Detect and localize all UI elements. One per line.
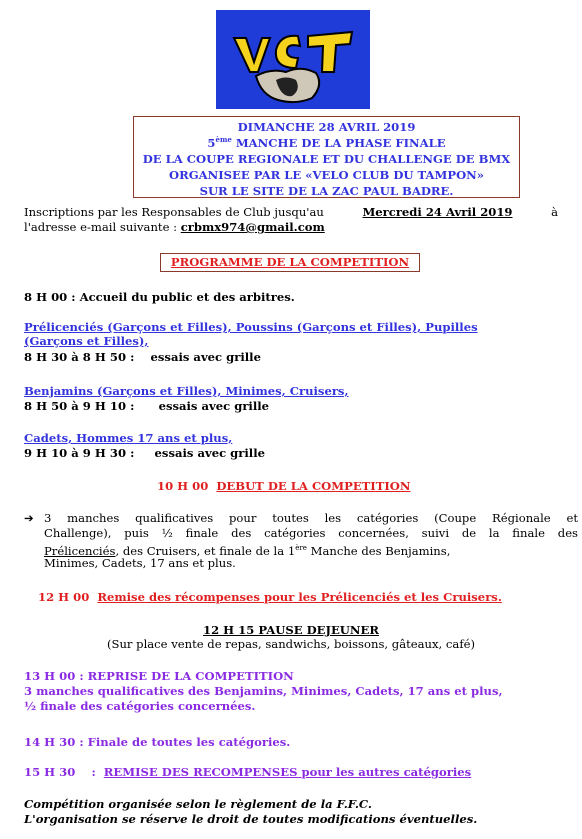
remise2-time: 15 H 30 : [24,765,104,779]
rounds-line3b: , des Cruisers, et finale de la 1 [115,543,296,558]
reprise-line3: ½ finale des catégories concernées. [24,699,256,713]
group2-schedule [24,399,269,414]
event-competition: DE LA COUPE REGIONALE ET DU CHALLENGE DE BMX [142,152,511,166]
rounds-line3c: Manche des Benjamins, [306,543,451,558]
inscriptions-text1: Inscriptions par les Responsables de Club jusqu'au [24,205,324,219]
reprise-line1: 13 H 00 : REPRISE DE LA COMPETITION [24,669,294,683]
remise2-line [24,765,471,780]
remise1-line [38,590,502,605]
event-header [133,116,520,198]
inscriptions-text2: à [551,205,558,219]
group1-title-l1: Prélicenciés (Garçons et Filles), Poussins (Garçons et Filles), Pupilles [24,320,478,334]
remise1-time: 12 H 00 [38,590,90,604]
remise2-label: REMISE DES RECOMPENSES [103,765,298,779]
reprise-block [24,669,503,714]
reprise-line2: 3 manches qualificatives des Benjamins, Minimes, Cadets, 17 ans et plus, [24,684,503,698]
footer-line1: Compétition organisée selon le règlement de la F.F.C. [24,797,372,811]
group2-desc: essais avec grille [158,399,270,413]
group1-schedule [24,350,261,365]
remise2-rest: pour les autres catégories [297,765,472,779]
remise1-label: Remise des récompenses pour les Prélicenciés et les Cruisers. [97,590,502,604]
pause-title: 12 H 15 PAUSE DEJEUNER [203,623,379,637]
event-location: SUR LE SITE DE LA ZAC PAUL BADRE. [199,184,454,198]
rounds-line2: Challenge), puis ½ finale des catégories concernées, suivi de la finale des [44,526,578,540]
prelicencies-link: Prélicenciés [44,543,116,558]
rounds-line3-sup: ère [295,544,307,552]
club-logo [216,10,370,109]
pause-subtitle: (Sur place vente de repas, sandwichs, boissons, gâteaux, café) [106,637,475,651]
inscriptions-text [24,205,558,235]
group3-time: 9 H 10 à 9 H 30 : [24,446,135,460]
footer-note [24,797,477,827]
rounds-line4: Minimes, Cadets, 17 ans et plus. [44,556,236,570]
group2-time: 8 H 50 à 9 H 10 : [24,399,135,413]
accueil-line: 8 H 00 : Accueil du public et des arbitres. [24,290,295,304]
debut-time: 10 H 00 [157,479,209,493]
programme-title: PROGRAMME DE LA COMPETITION [160,253,420,272]
email-link[interactable]: crbmx974@gmail.com [180,220,325,234]
group3-desc: essais avec grille [154,446,265,460]
footer-line2: L'organisation se réserve le droit de toutes modifications éventuelles. [24,812,478,826]
event-date: DIMANCHE 28 AVRIL 2019 [237,120,416,134]
finale-line: 14 H 30 : Finale de toutes les catégories. [24,735,291,749]
event-round: 5ème MANCHE DE LA PHASE FINALE [207,135,446,150]
group1-title-l2: (Garçons et Filles), [24,334,149,348]
group1-desc: essais avec grille [150,350,261,364]
arrow-icon: ➔ [24,511,34,525]
group3-schedule [24,446,265,461]
event-organizer: ORGANISEE PAR LE «VELO CLUB DU TAMPON» [168,168,485,182]
group1-time: 8 H 30 à 8 H 50 : [24,350,135,364]
group1-title [24,320,558,349]
rounds-line1: 3 manches qualificatives pour toutes les catégories (Coupe Régionale et [44,511,578,525]
inscriptions-text3: l'adresse e-mail suivante : [24,220,181,234]
debut-label: DEBUT DE LA COMPETITION [216,479,411,493]
inscriptions-deadline: Mercredi 24 Avril 2019 [362,205,513,219]
logo-graphic [216,10,370,109]
group2-title: Benjamins (Garçons et Filles), Minimes, Cruisers, [24,384,349,398]
group3-title: Cadets, Hommes 17 ans et plus, [24,431,233,445]
debut-line [157,479,410,494]
